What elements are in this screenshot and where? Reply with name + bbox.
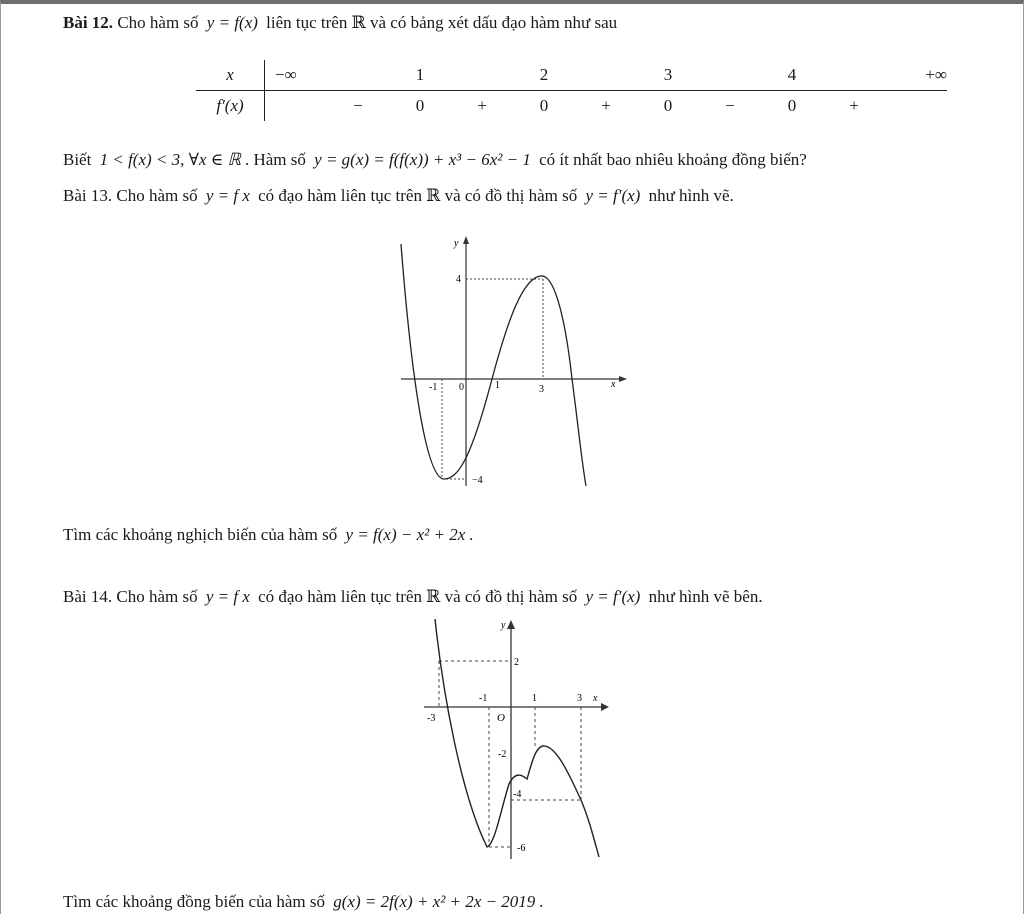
p12-intro: Cho hàm số — [117, 13, 199, 32]
p14-label-x3: 3 — [577, 693, 582, 704]
p12-desc: liên tục trên ℝ và có bảng xét dấu đạo hàm như sau — [266, 13, 618, 32]
p14-q-func: g(x) = 2f(x) + x² + 2x − 2019 . — [333, 892, 544, 911]
p12-sign: + — [849, 96, 859, 115]
p13-question — [63, 525, 478, 545]
p14-guides — [439, 661, 581, 847]
p13-label-y4: 4 — [456, 274, 461, 285]
p14-func: y = f x — [205, 587, 250, 606]
p12-x-3: 3 — [637, 60, 699, 91]
p13-q-func: y = f(x) − x² + 2x . — [345, 525, 474, 544]
p14-label-ym2: -2 — [498, 749, 507, 760]
p12-table-fp-label: f′(x) — [196, 91, 265, 122]
p14-label-xm3: -3 — [427, 713, 436, 724]
p12-title: Bài 12. — [63, 13, 114, 32]
p14-label-x1: 1 — [532, 693, 537, 704]
p14-derivative-graph — [421, 614, 621, 864]
p13-label-x3: 3 — [539, 384, 544, 395]
p14-curve — [435, 619, 599, 857]
p14-label-y2: 2 — [514, 657, 519, 668]
p13-label-ym4: −4 — [472, 475, 483, 486]
p13-intro: Cho hàm số — [116, 186, 198, 205]
p12-x-1: 1 — [389, 60, 451, 91]
p14-deriv: y = f′(x) — [585, 587, 641, 606]
p12-question — [63, 150, 807, 170]
p12-sign: + — [601, 96, 611, 115]
p12-sign: 0 — [539, 96, 549, 115]
p12-q-prefix: Biết — [63, 150, 92, 169]
p12-statement — [63, 13, 617, 33]
p13-question-text: Tìm các khoảng nghịch biến của hàm số — [63, 525, 338, 544]
p13-label-x1: 1 — [495, 380, 500, 391]
p12-sign-table — [196, 60, 947, 121]
p13-y-axis-label: y — [454, 238, 459, 249]
p12-q-mid: . Hàm số — [244, 150, 306, 169]
p13-title: Bài 13. — [63, 186, 113, 205]
p13-desc: có đạo hàm liên tục trên ℝ và có đồ thị hàm số — [258, 186, 578, 205]
p12-sign: 0 — [415, 96, 425, 115]
p14-intro: Cho hàm số — [116, 587, 198, 606]
p14-desc: có đạo hàm liên tục trên ℝ và có đồ thị hàm số — [258, 587, 578, 606]
p14-question — [63, 892, 548, 912]
p12-q-suffix: có ít nhất bao nhiêu khoảng đồng biến? — [539, 150, 807, 169]
p13-desc2: như hình vẽ. — [648, 186, 734, 205]
p13-deriv: y = f′(x) — [585, 186, 641, 205]
p14-statement — [63, 587, 763, 607]
p12-q-func: y = g(x) = f(f(x)) + x³ − 6x² − 1 — [314, 150, 531, 169]
p13-derivative-graph — [396, 224, 636, 494]
p13-label-origin: 0 — [459, 382, 464, 393]
p12-x-2: 2 — [513, 60, 575, 91]
p12-sign: − — [725, 96, 735, 115]
p12-x-pos-inf: +∞ — [885, 60, 947, 91]
p14-desc2: như hình vẽ bên. — [648, 587, 763, 606]
p12-x-4: 4 — [761, 60, 823, 91]
p12-sign: 0 — [787, 96, 797, 115]
p13-statement — [63, 186, 734, 206]
p12-table-x-label: x — [196, 60, 265, 91]
p14-x-axis-label: x — [593, 693, 598, 704]
p13-label-xm1: -1 — [429, 382, 438, 393]
p13-curve — [401, 244, 586, 486]
p14-title: Bài 14. — [63, 587, 113, 606]
p14-question-text: Tìm các khoảng đồng biến của hàm số — [63, 892, 326, 911]
p14-label-ym4: -4 — [513, 789, 522, 800]
p12-sign: − — [353, 96, 363, 115]
p14-y-axis-label: y — [501, 620, 506, 631]
p12-sign: 0 — [663, 96, 673, 115]
p14-label-ym6: -6 — [517, 843, 526, 854]
p13-func: y = f x — [205, 186, 250, 205]
p12-func: y = f(x) — [206, 13, 258, 32]
p14-label-xm1: -1 — [479, 693, 488, 704]
p12-x-neg-inf: −∞ — [265, 60, 328, 91]
p12-sign: + — [477, 96, 487, 115]
p12-q-cond: 1 < f(x) < 3, ∀x ∈ ℝ — [99, 150, 241, 169]
p13-x-axis-label: x — [611, 379, 616, 390]
p14-label-origin: O — [497, 712, 505, 724]
